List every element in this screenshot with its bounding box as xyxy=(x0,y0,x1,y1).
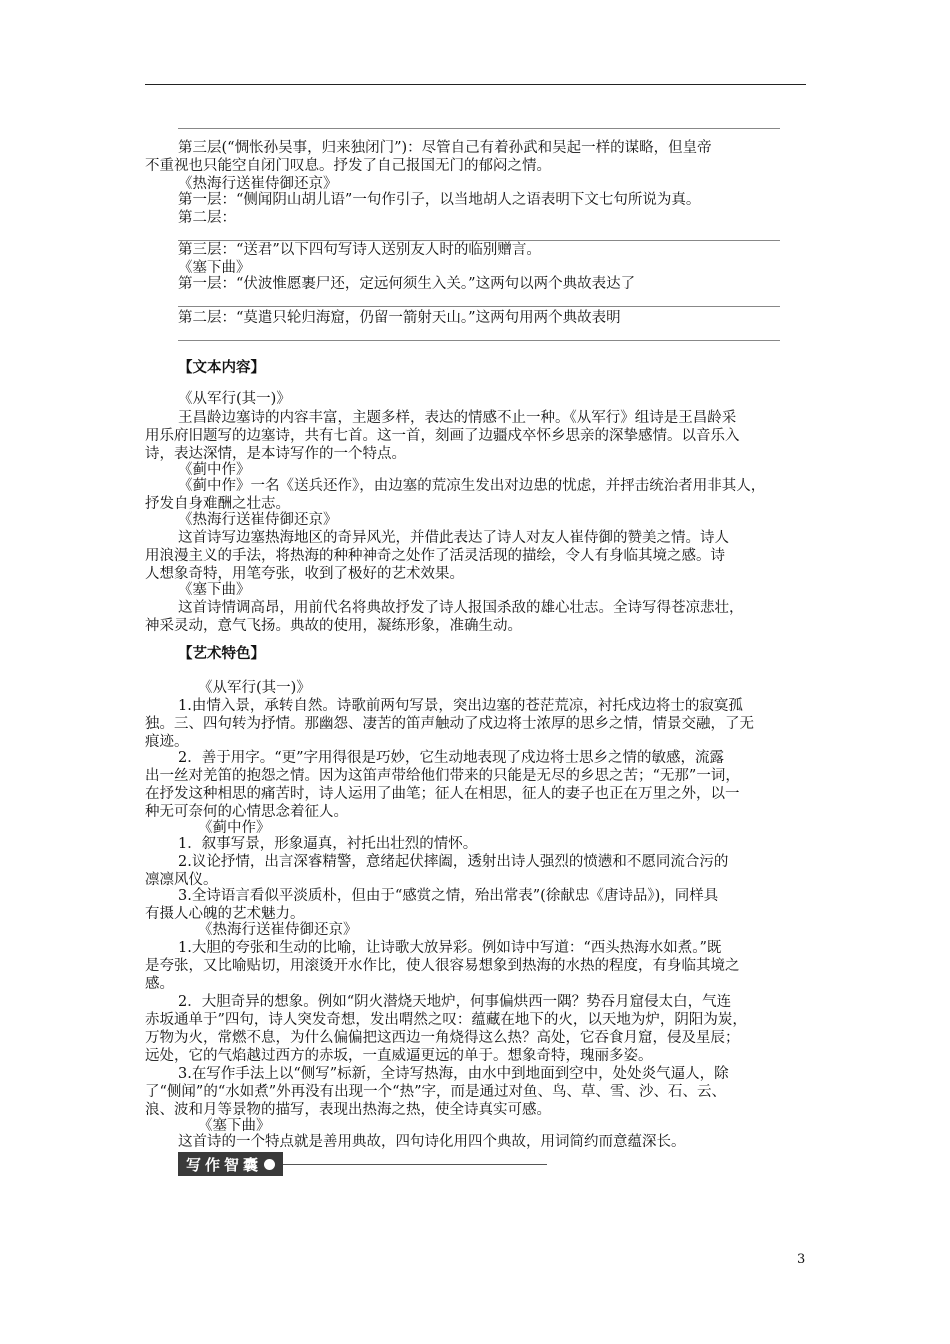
poem-title: 《塞下曲》 xyxy=(178,260,251,276)
text-line: 人想象奇特，用笔夸张，收到了极好的艺术效果。 xyxy=(145,566,464,582)
text-line: 第三层(“惆怅孙吴事，归来独闭门”)：尽管自己有着孙武和吴起一样的谋略，但皇帝 xyxy=(178,140,712,156)
banner-rule xyxy=(283,1164,547,1165)
text-line: 1．叙事写景，形象逼真，衬托出壮烈的情怀。 xyxy=(178,836,478,852)
text-line: 远处，它的气焰越过西方的赤坂，一直威逼更远的单于。想象奇特，瑰丽多姿。 xyxy=(145,1048,653,1064)
banner-label-box xyxy=(178,1152,283,1176)
text-line: 第二层： xyxy=(178,210,236,226)
text-line: 1.大胆的夸张和生动的比喻，让诗歌大放异彩。例如诗中写道：“西头热海水如煮。”既 xyxy=(178,940,722,956)
text-line: 万物为火，常燃不息，为什么偏偏把这西边一角烧得这么热？高处，它吞食月窟，侵及星辰； xyxy=(145,1030,740,1046)
text-line: 2．善于用字。“更”字用得很是巧妙，它生动地表现了戍边将士思乡之情的敏感，流露 xyxy=(178,750,725,766)
text-line: 出一丝对羌笛的抱怨之情。因为这笛声带给他们带来的只能是无尽的乡思之苦；“无那”一词， xyxy=(145,768,740,784)
poem-title: 《从军行(其一)》 xyxy=(178,391,291,407)
text-line: 神采灵动，意气飞扬。典故的使用，凝练形象，准确生动。 xyxy=(145,618,522,634)
text-line: 种无可奈何的心情思念着征人。 xyxy=(145,804,348,820)
text-line: 痕迹。 xyxy=(145,734,189,750)
text-line: 感。 xyxy=(145,976,174,992)
text-line: 凛凛风仪。 xyxy=(145,872,218,888)
text-line: 《蓟中作》一名《送兵还作》，由边塞的荒凉生发出对边患的忧虑，并抨击统治者用非其人， xyxy=(178,478,766,494)
section-title-content: 【文本内容】 xyxy=(178,359,265,376)
text-line: 不重视也只能空自闭门叹息。抒发了自己报国无门的郁闷之情。 xyxy=(145,158,551,174)
poem-title: 《热海行送崔侍御还京》 xyxy=(178,512,338,528)
text-line: 浪、波和月等景物的描写，表现出热海之热，使全诗真实可感。 xyxy=(145,1102,551,1118)
answer-blank-line xyxy=(178,340,780,341)
text-line: 王昌龄边塞诗的内容丰富，主题多样，表达的情感不止一种。《从军行》组诗是王昌龄采 xyxy=(178,410,737,426)
text-line: 抒发自身难酬之壮志。 xyxy=(145,496,290,512)
text-line: 赤坂通单于”四句，诗人突发奇想，发出喟然之叹：蕴藏在地下的火，以天地为炉，阴阳为炭， xyxy=(145,1012,747,1028)
text-line: 2.议论抒情，出言深睿精警，意绪起伏摔阖，透射出诗人强烈的愤懑和不愿同流合污的 xyxy=(178,854,729,870)
banner-label: 写作智囊 xyxy=(186,1155,263,1174)
bullet-dot-icon xyxy=(264,1159,275,1170)
text-line: 是夸张，又比喻贴切，用滚烫开水作比，使人很容易想象到热海的水热的程度，有身临其境之 xyxy=(145,958,740,974)
writing-tips-banner xyxy=(178,1152,547,1176)
poem-title: 《热海行送崔侍御还京》 xyxy=(178,176,338,192)
answer-blank-line xyxy=(178,306,780,307)
text-line: 这首诗的一个特点就是善用典故，四句诗化用四个典故，用词简约而意蕴深长。 xyxy=(178,1134,686,1150)
poem-title: 《塞下曲》 xyxy=(178,582,251,598)
text-line: 这首诗情调高昂，用前代名将典故抒发了诗人报国杀敌的雄心壮志。全诗写得苍凉悲壮， xyxy=(178,600,744,616)
poem-title: 《蓟中作》 xyxy=(198,820,271,836)
page-number: 3 xyxy=(797,1252,806,1267)
text-line: 在抒发这种相思的痛苦时，诗人运用了曲笔；征人在相思，征人的妻子也正在万里之外，以一 xyxy=(145,786,740,802)
text-line: 了“侧闻”的“水如煮”外再没有出现一个“热”字，而是通过对鱼、鸟、草、雪、沙、石、云、 xyxy=(145,1084,726,1100)
text-line: 独。三、四句转为抒情。那幽怨、凄苦的笛声触动了戍边将士浓厚的思乡之情，情景交融，了无 xyxy=(145,716,754,732)
poem-title: 《热海行送崔侍御还京》 xyxy=(198,922,358,938)
text-line: 用浪漫主义的手法，将热海的种种神奇之处作了活灵活现的描绘，令人有身临其境之感。诗 xyxy=(145,548,725,564)
text-line: 2．大胆奇异的想象。例如“阴火潜烧天地炉，何事偏烘西一隅？势吞月窟侵太白，气连 xyxy=(178,994,732,1010)
poem-title: 《塞下曲》 xyxy=(198,1118,271,1134)
text-line: 3.全诗语言看似平淡质朴，但由于“感赏之情，殆出常表”(徐献忠《唐诗品》)，同样具 xyxy=(178,888,719,904)
text-line: 用乐府旧题写的边塞诗，共有七首。这一首，刻画了边疆戍卒怀乡思亲的深挚感情。以音乐入 xyxy=(145,428,740,444)
text-line: 这首诗写边塞热海地区的奇异风光，并借此表达了诗人对友人崔侍御的赞美之情。诗人 xyxy=(178,530,729,546)
text-line: 第一层：“侧闻阴山胡儿语”一句作引子，以当地胡人之语表明下文七句所说为真。 xyxy=(178,192,701,208)
text-line: 3.在写作手法上以“侧写”标新，全诗写热海，由水中到地面到空中，处处炎气逼人，除 xyxy=(178,1066,729,1082)
answer-blank-line xyxy=(178,128,780,129)
text-line: 第一层：“伏波惟愿裹尸还，定远何须生入关。”这两句以两个典故表达了 xyxy=(178,276,636,292)
text-line: 1.由情入景，承转自然。诗歌前两句写景，突出边塞的苍茫荒凉，衬托戍边将士的寂寞孤 xyxy=(178,698,743,714)
text-line: 有摄人心魄的艺术魅力。 xyxy=(145,906,305,922)
poem-title: 《从军行(其一)》 xyxy=(198,680,311,696)
text-line: 第三层：“送君”以下四句写诗人送别友人时的临别赠言。 xyxy=(178,242,541,258)
header-rule xyxy=(145,84,806,85)
poem-title: 《蓟中作》 xyxy=(178,462,251,478)
text-line: 第二层：“莫遣只轮归海窟，仍留一箭射天山。”这两句用两个典故表明 xyxy=(178,310,621,326)
text-line: 诗，表达深情，是本诗写作的一个特点。 xyxy=(145,446,406,462)
section-title-art: 【艺术特色】 xyxy=(178,645,265,662)
